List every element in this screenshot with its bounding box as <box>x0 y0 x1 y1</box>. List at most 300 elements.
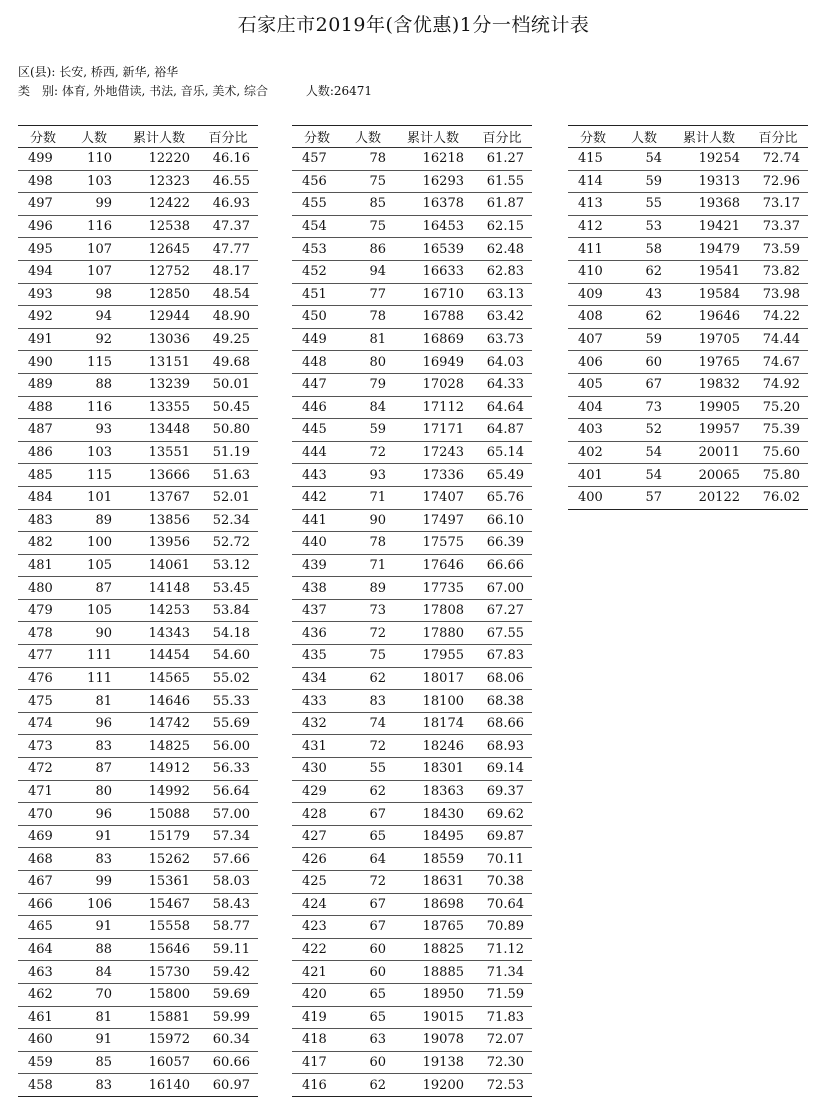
percent-cell: 68.38 <box>472 690 532 713</box>
count-cell: 103 <box>68 441 120 464</box>
cumulative-cell: 19138 <box>394 1051 472 1074</box>
cumulative-cell: 12944 <box>120 306 198 329</box>
count-cell: 72 <box>342 871 394 894</box>
table-row <box>292 848 532 871</box>
table-row <box>18 238 258 261</box>
header-percent: 百分比 <box>472 126 532 148</box>
district-line: 区(县): 长安, 桥西, 新华, 裕华 <box>18 65 179 79</box>
percent-cell: 62.83 <box>472 260 532 283</box>
percent-cell: 47.37 <box>198 215 258 238</box>
percent-cell: 69.87 <box>472 825 532 848</box>
score-cell: 416 <box>292 1074 342 1097</box>
score-cell: 420 <box>292 983 342 1006</box>
cumulative-cell: 16788 <box>394 306 472 329</box>
count-cell: 59 <box>618 328 670 351</box>
score-cell: 407 <box>568 328 618 351</box>
score-cell: 450 <box>292 306 342 329</box>
table-row <box>292 893 532 916</box>
cumulative-cell: 17646 <box>394 554 472 577</box>
percent-cell: 68.06 <box>472 667 532 690</box>
table-row <box>18 712 258 735</box>
cumulative-cell: 19015 <box>394 1006 472 1029</box>
count-cell: 54 <box>618 148 670 171</box>
count-cell: 64 <box>342 848 394 871</box>
count-cell: 67 <box>342 893 394 916</box>
percent-cell: 56.33 <box>198 758 258 781</box>
table-row <box>568 193 808 216</box>
count-cell: 94 <box>68 306 120 329</box>
table-row <box>568 215 808 238</box>
count-cell: 84 <box>342 396 394 419</box>
table-row <box>292 645 532 668</box>
score-cell: 489 <box>18 373 68 396</box>
percent-cell: 49.68 <box>198 351 258 374</box>
cumulative-cell: 19313 <box>670 170 748 193</box>
table-row <box>292 215 532 238</box>
table-row <box>568 148 808 171</box>
cumulative-cell: 15088 <box>120 803 198 826</box>
cumulative-cell: 16140 <box>120 1074 198 1097</box>
percent-cell: 57.66 <box>198 848 258 871</box>
score-cell: 462 <box>18 983 68 1006</box>
percent-cell: 52.34 <box>198 509 258 532</box>
percent-cell: 48.54 <box>198 283 258 306</box>
count-cell: 90 <box>68 622 120 645</box>
percent-cell: 61.87 <box>472 193 532 216</box>
count-line: 人数:26471 <box>305 84 373 98</box>
table-row <box>568 419 808 442</box>
percent-cell: 53.12 <box>198 554 258 577</box>
table-row <box>568 396 808 419</box>
count-cell: 90 <box>342 509 394 532</box>
table-row <box>18 441 258 464</box>
table-row <box>18 1029 258 1052</box>
table-row <box>18 893 258 916</box>
count-cell: 67 <box>342 803 394 826</box>
percent-cell: 66.10 <box>472 509 532 532</box>
cumulative-cell: 14912 <box>120 758 198 781</box>
table-row <box>18 486 258 509</box>
score-cell: 424 <box>292 893 342 916</box>
header-score: 分数 <box>18 126 68 148</box>
percent-cell: 58.43 <box>198 893 258 916</box>
count-cell: 116 <box>68 215 120 238</box>
cumulative-cell: 15881 <box>120 1006 198 1029</box>
score-cell: 467 <box>18 871 68 894</box>
percent-cell: 68.93 <box>472 735 532 758</box>
cumulative-cell: 15361 <box>120 871 198 894</box>
count-cell: 85 <box>68 1051 120 1074</box>
header-percent: 百分比 <box>748 126 808 148</box>
percent-cell: 55.69 <box>198 712 258 735</box>
percent-cell: 69.62 <box>472 803 532 826</box>
score-cell: 438 <box>292 577 342 600</box>
cumulative-cell: 16293 <box>394 170 472 193</box>
score-cell: 429 <box>292 780 342 803</box>
count-cell: 81 <box>68 1006 120 1029</box>
table-row <box>292 1029 532 1052</box>
cumulative-cell: 14742 <box>120 712 198 735</box>
percent-cell: 74.44 <box>748 328 808 351</box>
percent-cell: 65.14 <box>472 441 532 464</box>
percent-cell: 47.77 <box>198 238 258 261</box>
cumulative-cell: 18363 <box>394 780 472 803</box>
score-cell: 444 <box>292 441 342 464</box>
table-row <box>18 758 258 781</box>
score-cell: 414 <box>568 170 618 193</box>
percent-cell: 52.72 <box>198 532 258 555</box>
score-cell: 465 <box>18 916 68 939</box>
count-cell: 59 <box>342 419 394 442</box>
cumulative-cell: 12422 <box>120 193 198 216</box>
page-title: 石家庄市2019年(含优惠)1分一档统计表 <box>237 14 590 36</box>
count-cell: 91 <box>68 1029 120 1052</box>
score-cell: 458 <box>18 1074 68 1097</box>
table-row <box>292 351 532 374</box>
count-cell: 60 <box>342 961 394 984</box>
count-cell: 62 <box>342 667 394 690</box>
percent-cell: 69.37 <box>472 780 532 803</box>
percent-cell: 57.34 <box>198 825 258 848</box>
cumulative-cell: 19368 <box>670 193 748 216</box>
table-row <box>18 690 258 713</box>
cumulative-cell: 17808 <box>394 599 472 622</box>
table-row <box>18 645 258 668</box>
table-row <box>292 690 532 713</box>
header-score: 分数 <box>568 126 618 148</box>
cumulative-cell: 13551 <box>120 441 198 464</box>
count-cell: 72 <box>342 735 394 758</box>
cumulative-cell: 14253 <box>120 599 198 622</box>
table-row <box>568 373 808 396</box>
score-cell: 495 <box>18 238 68 261</box>
percent-cell: 71.83 <box>472 1006 532 1029</box>
score-cell: 431 <box>292 735 342 758</box>
table-row <box>568 351 808 374</box>
table-row <box>568 486 808 509</box>
table-row <box>292 938 532 961</box>
percent-cell: 73.59 <box>748 238 808 261</box>
count-cell: 75 <box>342 645 394 668</box>
percent-cell: 71.34 <box>472 961 532 984</box>
count-cell: 87 <box>68 758 120 781</box>
score-cell: 404 <box>568 396 618 419</box>
header-cumulative: 累计人数 <box>394 126 472 148</box>
count-cell: 105 <box>68 554 120 577</box>
score-cell: 472 <box>18 758 68 781</box>
count-cell: 101 <box>68 486 120 509</box>
percent-cell: 53.45 <box>198 577 258 600</box>
table-row <box>18 983 258 1006</box>
header-cumulative: 累计人数 <box>120 126 198 148</box>
table-row <box>18 961 258 984</box>
cumulative-cell: 18495 <box>394 825 472 848</box>
count-cell: 79 <box>342 373 394 396</box>
cumulative-cell: 18885 <box>394 961 472 984</box>
score-cell: 442 <box>292 486 342 509</box>
count-cell: 62 <box>342 780 394 803</box>
percent-cell: 76.02 <box>748 486 808 509</box>
table-row <box>292 306 532 329</box>
score-cell: 413 <box>568 193 618 216</box>
table-row <box>18 780 258 803</box>
score-cell: 415 <box>568 148 618 171</box>
count-cell: 86 <box>342 238 394 261</box>
table-row <box>292 193 532 216</box>
table-row <box>18 328 258 351</box>
table-row <box>18 193 258 216</box>
count-cell: 96 <box>68 712 120 735</box>
score-cell: 428 <box>292 803 342 826</box>
score-cell: 456 <box>292 170 342 193</box>
score-cell: 483 <box>18 509 68 532</box>
percent-cell: 75.39 <box>748 419 808 442</box>
percent-cell: 56.00 <box>198 735 258 758</box>
cumulative-cell: 18559 <box>394 848 472 871</box>
table-row <box>292 148 532 171</box>
cumulative-cell: 17171 <box>394 419 472 442</box>
percent-cell: 72.53 <box>472 1074 532 1097</box>
percent-cell: 64.03 <box>472 351 532 374</box>
table-row <box>18 803 258 826</box>
cumulative-cell: 16057 <box>120 1051 198 1074</box>
cumulative-cell: 12323 <box>120 170 198 193</box>
score-cell: 482 <box>18 532 68 555</box>
count-cell: 83 <box>68 848 120 871</box>
table-row <box>18 938 258 961</box>
cumulative-cell: 19078 <box>394 1029 472 1052</box>
cumulative-cell: 17880 <box>394 622 472 645</box>
score-cell: 439 <box>292 554 342 577</box>
cumulative-cell: 17955 <box>394 645 472 668</box>
cumulative-cell: 16378 <box>394 193 472 216</box>
table-row <box>568 328 808 351</box>
count-cell: 99 <box>68 193 120 216</box>
count-cell: 55 <box>342 758 394 781</box>
score-cell: 432 <box>292 712 342 735</box>
score-cell: 434 <box>292 667 342 690</box>
table-row <box>292 260 532 283</box>
score-cell: 468 <box>18 848 68 871</box>
score-cell: 484 <box>18 486 68 509</box>
cumulative-cell: 12752 <box>120 260 198 283</box>
table-row <box>568 238 808 261</box>
cumulative-cell: 18301 <box>394 758 472 781</box>
cumulative-cell: 13956 <box>120 532 198 555</box>
cumulative-cell: 18100 <box>394 690 472 713</box>
count-cell: 83 <box>68 1074 120 1097</box>
percent-cell: 46.93 <box>198 193 258 216</box>
count-cell: 62 <box>618 306 670 329</box>
percent-cell: 51.19 <box>198 441 258 464</box>
score-cell: 494 <box>18 260 68 283</box>
cumulative-cell: 17497 <box>394 509 472 532</box>
count-cell: 105 <box>68 599 120 622</box>
table-row <box>18 667 258 690</box>
cumulative-cell: 13856 <box>120 509 198 532</box>
count-cell: 71 <box>342 486 394 509</box>
header-count: 人数 <box>342 126 394 148</box>
score-cell: 491 <box>18 328 68 351</box>
score-cell: 466 <box>18 893 68 916</box>
table-row <box>292 419 532 442</box>
cumulative-cell: 16949 <box>394 351 472 374</box>
count-cell: 78 <box>342 532 394 555</box>
cumulative-cell: 17336 <box>394 464 472 487</box>
score-cell: 487 <box>18 419 68 442</box>
header-score: 分数 <box>292 126 342 148</box>
percent-cell: 72.07 <box>472 1029 532 1052</box>
count-cell: 78 <box>342 148 394 171</box>
percent-cell: 72.96 <box>748 170 808 193</box>
table-row <box>292 328 532 351</box>
score-cell: 486 <box>18 441 68 464</box>
count-cell: 111 <box>68 667 120 690</box>
table-row <box>568 170 808 193</box>
table-row <box>292 532 532 555</box>
percent-cell: 63.42 <box>472 306 532 329</box>
score-cell: 475 <box>18 690 68 713</box>
percent-cell: 74.22 <box>748 306 808 329</box>
count-cell: 83 <box>68 735 120 758</box>
percent-cell: 57.00 <box>198 803 258 826</box>
count-cell: 70 <box>68 983 120 1006</box>
score-cell: 473 <box>18 735 68 758</box>
count-cell: 93 <box>68 419 120 442</box>
score-cell: 497 <box>18 193 68 216</box>
percent-cell: 71.12 <box>472 938 532 961</box>
score-cell: 419 <box>292 1006 342 1029</box>
cumulative-cell: 19254 <box>670 148 748 171</box>
score-cell: 471 <box>18 780 68 803</box>
percent-cell: 63.13 <box>472 283 532 306</box>
table-row <box>292 599 532 622</box>
score-table-2 <box>292 125 532 1097</box>
score-cell: 436 <box>292 622 342 645</box>
table-row <box>568 283 808 306</box>
cumulative-cell: 16710 <box>394 283 472 306</box>
table-row <box>292 667 532 690</box>
score-cell: 422 <box>292 938 342 961</box>
score-cell: 469 <box>18 825 68 848</box>
cumulative-cell: 18430 <box>394 803 472 826</box>
percent-cell: 67.83 <box>472 645 532 668</box>
cumulative-cell: 18825 <box>394 938 472 961</box>
count-cell: 54 <box>618 464 670 487</box>
count-cell: 81 <box>342 328 394 351</box>
table-row <box>18 170 258 193</box>
score-cell: 447 <box>292 373 342 396</box>
count-cell: 57 <box>618 486 670 509</box>
table-row <box>18 419 258 442</box>
cumulative-cell: 18631 <box>394 871 472 894</box>
table-row <box>568 441 808 464</box>
count-cell: 78 <box>342 306 394 329</box>
score-cell: 410 <box>568 260 618 283</box>
percent-cell: 54.60 <box>198 645 258 668</box>
percent-cell: 74.67 <box>748 351 808 374</box>
cumulative-cell: 20011 <box>670 441 748 464</box>
percent-cell: 51.63 <box>198 464 258 487</box>
cumulative-cell: 12645 <box>120 238 198 261</box>
table-row <box>292 554 532 577</box>
table-row <box>18 1006 258 1029</box>
percent-cell: 60.34 <box>198 1029 258 1052</box>
percent-cell: 64.64 <box>472 396 532 419</box>
count-cell: 62 <box>618 260 670 283</box>
cumulative-cell: 15262 <box>120 848 198 871</box>
table-row <box>18 509 258 532</box>
cumulative-cell: 15646 <box>120 938 198 961</box>
score-cell: 457 <box>292 148 342 171</box>
cumulative-cell: 18017 <box>394 667 472 690</box>
count-cell: 110 <box>68 148 120 171</box>
table-row <box>292 441 532 464</box>
count-cell: 58 <box>618 238 670 261</box>
cumulative-cell: 17575 <box>394 532 472 555</box>
cumulative-cell: 15467 <box>120 893 198 916</box>
count-cell: 67 <box>342 916 394 939</box>
cumulative-cell: 15800 <box>120 983 198 1006</box>
score-cell: 492 <box>18 306 68 329</box>
count-cell: 55 <box>618 193 670 216</box>
table-row <box>18 351 258 374</box>
count-cell: 89 <box>68 509 120 532</box>
cumulative-cell: 16218 <box>394 148 472 171</box>
score-cell: 452 <box>292 260 342 283</box>
count-cell: 65 <box>342 983 394 1006</box>
cumulative-cell: 17112 <box>394 396 472 419</box>
table-row <box>292 622 532 645</box>
count-cell: 75 <box>342 215 394 238</box>
score-cell: 409 <box>568 283 618 306</box>
percent-cell: 54.18 <box>198 622 258 645</box>
score-cell: 454 <box>292 215 342 238</box>
cumulative-cell: 14565 <box>120 667 198 690</box>
table-row <box>18 260 258 283</box>
percent-cell: 53.84 <box>198 599 258 622</box>
cumulative-cell: 17735 <box>394 577 472 600</box>
score-cell: 427 <box>292 825 342 848</box>
percent-cell: 66.66 <box>472 554 532 577</box>
table-row <box>292 961 532 984</box>
count-cell: 77 <box>342 283 394 306</box>
count-cell: 71 <box>342 554 394 577</box>
cumulative-cell: 14825 <box>120 735 198 758</box>
count-cell: 60 <box>618 351 670 374</box>
cumulative-cell: 15558 <box>120 916 198 939</box>
count-cell: 43 <box>618 283 670 306</box>
percent-cell: 70.89 <box>472 916 532 939</box>
score-cell: 474 <box>18 712 68 735</box>
count-cell: 73 <box>342 599 394 622</box>
table-row <box>292 486 532 509</box>
cumulative-cell: 19957 <box>670 419 748 442</box>
table-row <box>292 283 532 306</box>
percent-cell: 62.48 <box>472 238 532 261</box>
score-cell: 464 <box>18 938 68 961</box>
count-cell: 72 <box>342 622 394 645</box>
count-cell: 67 <box>618 373 670 396</box>
cumulative-cell: 13355 <box>120 396 198 419</box>
percent-cell: 48.90 <box>198 306 258 329</box>
percent-cell: 65.76 <box>472 486 532 509</box>
percent-cell: 49.25 <box>198 328 258 351</box>
percent-cell: 65.49 <box>472 464 532 487</box>
cumulative-cell: 14454 <box>120 645 198 668</box>
score-cell: 496 <box>18 215 68 238</box>
table-row <box>18 148 258 171</box>
